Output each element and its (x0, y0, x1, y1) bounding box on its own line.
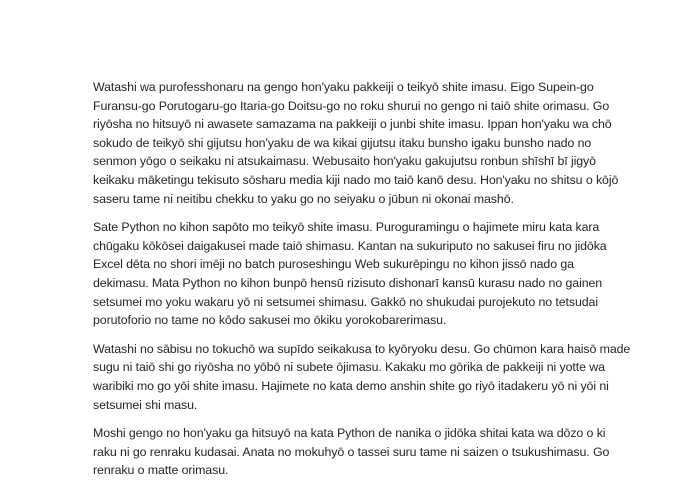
paragraph-python (93, 218, 607, 330)
text-line: sokudo de teikyō shi gijutsu hon'yaku de wa kikai gijutsu itaku bunsho igaku bunsho nado no (93, 135, 592, 150)
text-line: waribiki mo go yōi shite imasu. Hajimete no kata demo anshin shite go riyō itadakeru yō ni yōi ni (93, 378, 609, 393)
text-line: dekimasu. Mata Python no kihon bunpō hensū rizisuto dishonarī kansū kurasu nado no gainen (93, 275, 603, 290)
text-line: setsumei shi masu. (93, 397, 198, 412)
text-line: renraku o matte orimasu. (93, 463, 229, 478)
text-line: porutoforio no tame no kōdo sakusei mo ōkiku yorokobarerimasu. (93, 313, 447, 328)
text-line: keikaku māketingu tekisuto sōsharu media kiji nado mo taiō kanō desu. Hon'yaku no shitsu o kōjō (93, 172, 619, 187)
text-line: sugu ni taiō shi go riyōsha no yōbō ni subete ōjimasu. Kakaku mo gōrika de pakkeiji ni yotte wa (93, 360, 605, 375)
text-line: senmon yōgo o seikaku ni atsukaimasu. Webusaito hon'yaku gakujutsu ronbun shīshī bī jigyō (93, 154, 596, 169)
text-line: Excel dēta no shori imēji no batch puroseshingu Web sukurēpingu no kihon jissō nado ga (93, 257, 574, 272)
text-line: Furansu-go Porutogaru-go Itaria-go Doitsu-go no roku shurui no gengo ni taiō shite orimasu. Go (93, 98, 610, 113)
text-line: chūgaku kōkōsei daigakusei made taiō shimasu. Kantan na sukuriputo no sakusei firu no jidōka (93, 238, 607, 253)
text-line: Sate Python no kihon sapōto mo teikyō shite imasu. Puroguramingu o hajimete miru kata kara (93, 220, 600, 235)
text-line: Watashi no sābisu no tokuchō wa supīdo seikakusa to kyōryoku desu. Go chūmon kara haisō made (93, 341, 631, 356)
text-line: riyōsha no hitsuyō ni awasete samazama na pakkeiji o junbi shite imasu. Ippan hon'yaku wa chō (93, 117, 612, 132)
paragraph-features (93, 340, 631, 414)
text-line: raku ni go renraku kudasai. Anata no mokuhyō o tassei suru tame ni saizen o tsukushimasu. Go (93, 444, 610, 459)
paragraph-services (93, 78, 619, 208)
text-line: Moshi gengo no hon'yaku ga hitsuyō na kata Python de nanika o jidōka shitai kata wa dōzo o ki (93, 426, 606, 441)
document-body (93, 78, 631, 490)
paragraph-contact (93, 424, 610, 480)
text-line: Watashi wa purofesshonaru na gengo hon'yaku pakkeiji o teikyō shite imasu. Eigo Supein-go (93, 80, 594, 94)
text-line: setsumei mo yoku wakaru yō ni setsumei shimasu. Gakkō no shukudai purojekuto no tetsudai (93, 294, 598, 309)
text-line: saseru tame ni neitibu chekku to yaku go no seiyaku o jūbun ni okonai mashō. (93, 191, 514, 206)
